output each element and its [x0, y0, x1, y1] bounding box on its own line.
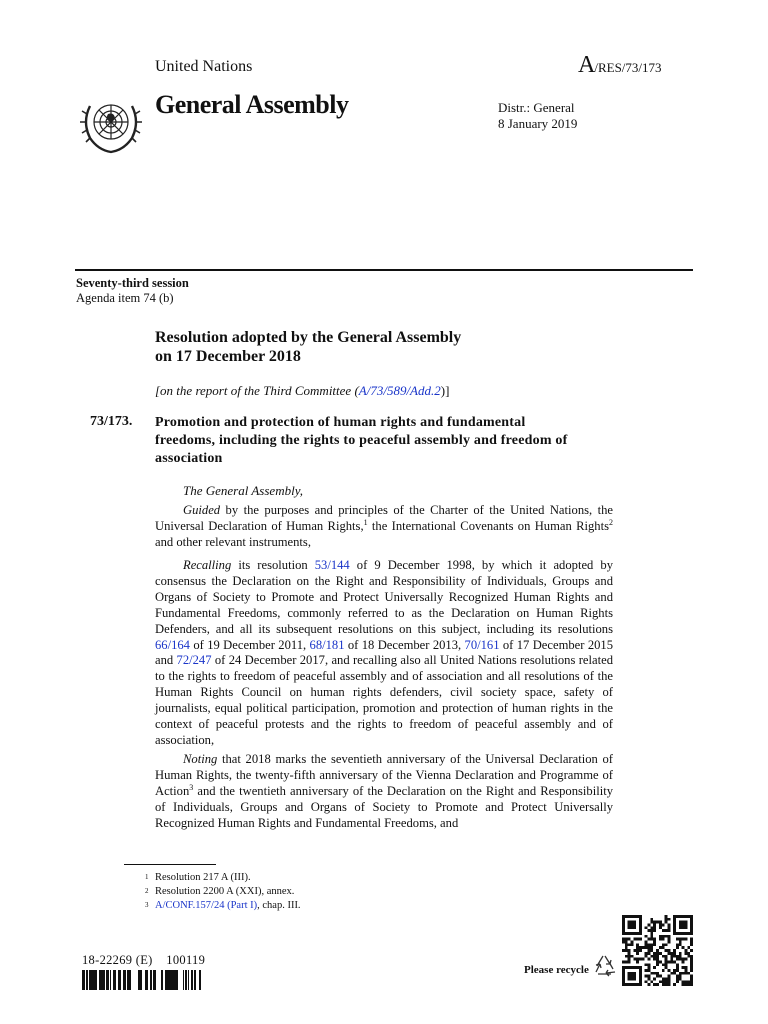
footnote-number: 3 — [145, 901, 149, 909]
resolution-link[interactable]: 66/164 — [155, 637, 190, 652]
session-block — [76, 276, 189, 306]
resolution-title — [155, 328, 461, 366]
paragraph-text: and the twentieth anniversary of the Declaration on the Right and Responsibility of Individuals, Groups and Organs of Society to Promote and Protect Universally Recognized Human Rights and Fundamental Freedoms, and — [155, 783, 613, 830]
paragraph-recalling — [155, 558, 613, 749]
footnote-ref[interactable]: 3 — [189, 782, 194, 792]
qr-code-icon — [622, 915, 693, 986]
paragraph-text: of 17 December 2015 and — [155, 637, 614, 668]
issue-date: 8 January 2019 — [498, 116, 578, 131]
footnote-ref[interactable]: 1 — [363, 517, 368, 527]
distribution: Distr.: General — [498, 100, 575, 115]
report-text: [on the report of the Third Committee ( — [155, 383, 359, 398]
resolution-link[interactable]: 70/161 — [464, 637, 500, 652]
paragraph-text: of 24 December 2017, and recalling also all United Nations resolutions related to the rights to freedom of peaceful assembly and of association and all resolutions of the Human Rights Council on human rights defenders, civil society space, safety of journalists, equal political participation, promotion and protection of human rights in the context of peaceful protests and the rights to freedom of peaceful assembly and of association, — [155, 653, 613, 747]
footnote-text: Resolution 2200 A (XXI), annex. — [155, 886, 295, 897]
recycle-label: Please recycle — [524, 964, 589, 976]
footnote — [145, 899, 301, 912]
resolution-link[interactable]: 53/144 — [314, 558, 350, 572]
footnote-number: 1 — [145, 873, 149, 881]
symbol-prefix: A — [578, 52, 595, 78]
report-reference — [155, 383, 449, 399]
resolution-title-line2: on 17 December 2018 — [155, 348, 301, 365]
footnote — [145, 885, 294, 898]
opening-phrase: The General Assembly, — [183, 483, 303, 498]
agenda-item: Agenda item 74 (b) — [76, 291, 174, 305]
barcode-icon — [82, 970, 210, 990]
paragraph-text: of 19 December 2011, — [189, 637, 310, 652]
document-symbol — [578, 52, 662, 79]
report-link[interactable]: A/73/589/Add.2 — [358, 383, 441, 398]
footnote-number: 2 — [145, 887, 149, 895]
recycle-icon — [592, 953, 618, 979]
session-name: Seventy-third session — [76, 276, 189, 290]
footnote-text: , chap. III. — [257, 900, 301, 911]
footnote-rule — [124, 864, 216, 865]
resolution-link[interactable]: 68/181 — [309, 637, 345, 652]
issuing-body: General Assembly — [155, 90, 349, 119]
paragraph-text: the International Covenants on Human Rights — [367, 518, 610, 533]
paragraph-text: by the purposes and principles of the Charter of the United Nations, the Universal Declaration of Human Rights, — [155, 503, 613, 533]
resolution-title-line1: Resolution adopted by the General Assembly — [155, 329, 462, 346]
paragraph-lead: Guided — [183, 503, 221, 517]
un-emblem-icon — [78, 92, 144, 156]
organization-name: United Nations — [155, 58, 253, 75]
footnote-link[interactable]: A/CONF.157/24 (Part I) — [155, 900, 258, 911]
footnote-ref[interactable]: 2 — [609, 517, 614, 527]
paragraph-text: of 9 December 1998, by which it adopted by consensus the Declaration on the Right and Responsibility of Individuals, Groups and Organs of Society to Promote and Protect Universally Recognized Human Rights and Fundamental Freedoms, commonly referred to as the Declaration on Human Rights Defenders, and all its subsequent resolutions on this subject, including its resolutions — [155, 558, 613, 636]
report-close: )] — [440, 383, 450, 398]
resolution-link[interactable]: 72/247 — [176, 653, 212, 668]
symbol-rest: /RES/73/173 — [594, 60, 662, 75]
paragraph-guided — [155, 503, 613, 551]
resolution-number: 73/173. — [90, 414, 133, 429]
footnote — [145, 871, 251, 884]
job-number: 18-22269 (E) 100119 — [82, 953, 206, 967]
footnote-text: Resolution 217 A (III). — [155, 872, 251, 883]
paragraph-text: its resolution — [231, 558, 315, 572]
resolution-heading: Promotion and protection of human rights and fundamental freedoms, including the rights to peaceful assembly and freedom of association — [155, 415, 568, 466]
paragraph-noting — [155, 752, 613, 832]
paragraph-text: and other relevant instruments, — [155, 534, 311, 549]
paragraph-lead: Recalling — [183, 558, 232, 572]
paragraph-text: of 18 December 2013, — [344, 637, 465, 652]
paragraph-lead: Noting — [183, 752, 218, 766]
distribution-block — [498, 100, 577, 132]
paragraph-text: that 2018 marks the seventieth anniversary of the Universal Declaration of Human Rights, the twenty-fifth anniversary of the Vienna Declaration and Programme of Action — [155, 752, 613, 798]
header-rule — [75, 269, 693, 271]
